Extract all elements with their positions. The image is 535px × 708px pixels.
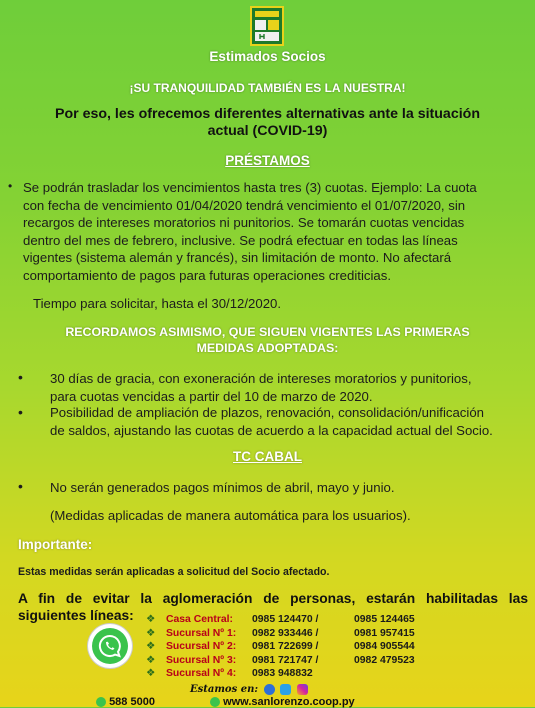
diamond-bullet-icon: ❖ bbox=[146, 654, 156, 666]
greeting: Estimados Socios bbox=[209, 49, 326, 64]
item-line: Posibilidad de ampliación de plazos, renovación, consolidación/unificación bbox=[50, 405, 484, 420]
instagram-icon[interactable] bbox=[297, 684, 308, 695]
prestamos-line: recargos de intereses moratorios ni punitorios. Se tomarán cuotas vencidas bbox=[23, 215, 465, 231]
recordamos-item-1 bbox=[50, 370, 528, 405]
intro-line-1: Por eso, les ofrecemos diferentes alternativas ante la situación bbox=[54, 106, 480, 122]
bullet-icon: • bbox=[18, 404, 23, 420]
bullet-icon: • bbox=[18, 369, 23, 385]
diamond-bullet-icon: ❖ bbox=[146, 614, 156, 625]
prestamos-line: con fecha de vencimiento 01/04/2020 tendrá vencimiento el 01/07/2020, sin bbox=[23, 197, 466, 213]
recordamos-title-2: MEDIDAS ADOPTADAS: bbox=[196, 341, 339, 355]
tc-cabal-note: (Medidas aplicadas de manera automática para los usuarios). bbox=[50, 508, 411, 523]
prestamos-line: Se podrán trasladar los vencimientos hasta tres (3) cuotas. Ejemplo: La cuota bbox=[23, 180, 477, 195]
contact-label: Sucursal Nº 1: bbox=[166, 627, 237, 639]
importante-title: Importante: bbox=[18, 537, 93, 552]
item-line: para cuotas vencidas a partir del 10 de marzo de 2020. bbox=[50, 388, 373, 404]
lineas-line-1: A fin de evitar la aglomeración de personas, estarán habilitadas las bbox=[18, 591, 528, 606]
diamond-bullet-icon: ❖ bbox=[146, 641, 156, 652]
contact-phone[interactable]: 0981 957415 bbox=[354, 627, 415, 639]
prestamos-line: dentro del mes de febrero, inclusive. Se podrá efectuar en todas las líneas bbox=[23, 232, 458, 248]
estamos-label: Estamos en: bbox=[190, 684, 259, 695]
contact-label: Sucursal Nº 2: bbox=[166, 641, 237, 652]
contact-phone[interactable]: 0982 479523 bbox=[354, 654, 415, 666]
footer-phone-number[interactable]: 588 5000 bbox=[109, 696, 155, 708]
contact-row bbox=[146, 613, 415, 627]
contact-phone[interactable]: 0985 124465 bbox=[354, 614, 415, 625]
contact-phone[interactable]: 0984 905544 bbox=[354, 641, 415, 652]
contact-row bbox=[146, 654, 415, 668]
footer-phone bbox=[96, 696, 155, 708]
facebook-icon[interactable] bbox=[264, 684, 275, 695]
bullet-icon: • bbox=[8, 179, 13, 193]
bullet-icon: • bbox=[18, 478, 23, 494]
phone-icon bbox=[96, 697, 106, 707]
item-line: 30 días de gracia, con exoneración de intereses moratorios y punitorios, bbox=[50, 371, 472, 386]
diamond-bullet-icon: ❖ bbox=[146, 668, 156, 679]
contact-label: Casa Central: bbox=[166, 614, 233, 625]
prestamos-line: comportamiento de pagos para futuras operaciones crediticias. bbox=[23, 267, 391, 283]
contact-phone[interactable]: 0982 933446 / bbox=[252, 627, 319, 639]
recordamos-item-2 bbox=[50, 404, 528, 439]
prestamos-deadline: Tiempo para solicitar, hasta el 30/12/2020. bbox=[33, 296, 282, 311]
importante-text: Estas medidas serán aplicadas a solicitud del Socio afectado. bbox=[18, 566, 330, 578]
tc-cabal-title: TC CABAL bbox=[233, 449, 302, 464]
intro-line-2: actual (COVID-19) bbox=[207, 123, 328, 139]
prestamos-line: vigentes (sistema alemán y francés), sin limitación de monto. No afectará bbox=[23, 250, 452, 266]
contact-phone[interactable]: 0985 124470 / bbox=[252, 614, 319, 625]
recordamos-title-1: RECORDAMOS ASIMISMO, QUE SIGUEN VIGENTES LAS PRIMERAS bbox=[65, 325, 470, 339]
prestamos-body bbox=[23, 179, 528, 285]
contact-label: Sucursal Nº 3: bbox=[166, 654, 237, 666]
tc-cabal-item: No serán generados pagos mínimos de abril, mayo y junio. bbox=[50, 480, 395, 495]
twitter-icon[interactable] bbox=[280, 684, 291, 695]
contact-row bbox=[146, 640, 415, 654]
item-line: de saldos, ajustando las cuotas de acuerdo a la capacidad actual del Socio. bbox=[50, 422, 493, 438]
slogan: ¡SU TRANQUILIDAD TAMBIÉN ES LA NUESTRA! bbox=[129, 81, 406, 95]
contact-row bbox=[146, 627, 415, 641]
whatsapp-small-icon bbox=[210, 697, 220, 707]
whatsapp-icon bbox=[88, 624, 132, 668]
website-link[interactable]: www.sanlorenzo.coop.py bbox=[223, 696, 355, 708]
prestamos-title: PRÉSTAMOS bbox=[225, 153, 310, 168]
contact-list bbox=[146, 613, 415, 681]
contact-phone[interactable]: 0981 721747 / bbox=[252, 654, 319, 666]
contact-label: Sucursal Nº 4: bbox=[166, 668, 237, 679]
lineas-line-2: siguientes líneas: bbox=[18, 608, 134, 623]
contact-phone[interactable]: 0983 948832 bbox=[252, 668, 313, 679]
contact-row bbox=[146, 667, 415, 681]
footer-website bbox=[210, 696, 355, 708]
diamond-bullet-icon: ❖ bbox=[146, 627, 156, 639]
contact-phone[interactable]: 0981 722699 / bbox=[252, 641, 319, 652]
cooperative-logo-icon bbox=[250, 6, 284, 46]
footer-social bbox=[190, 684, 308, 695]
